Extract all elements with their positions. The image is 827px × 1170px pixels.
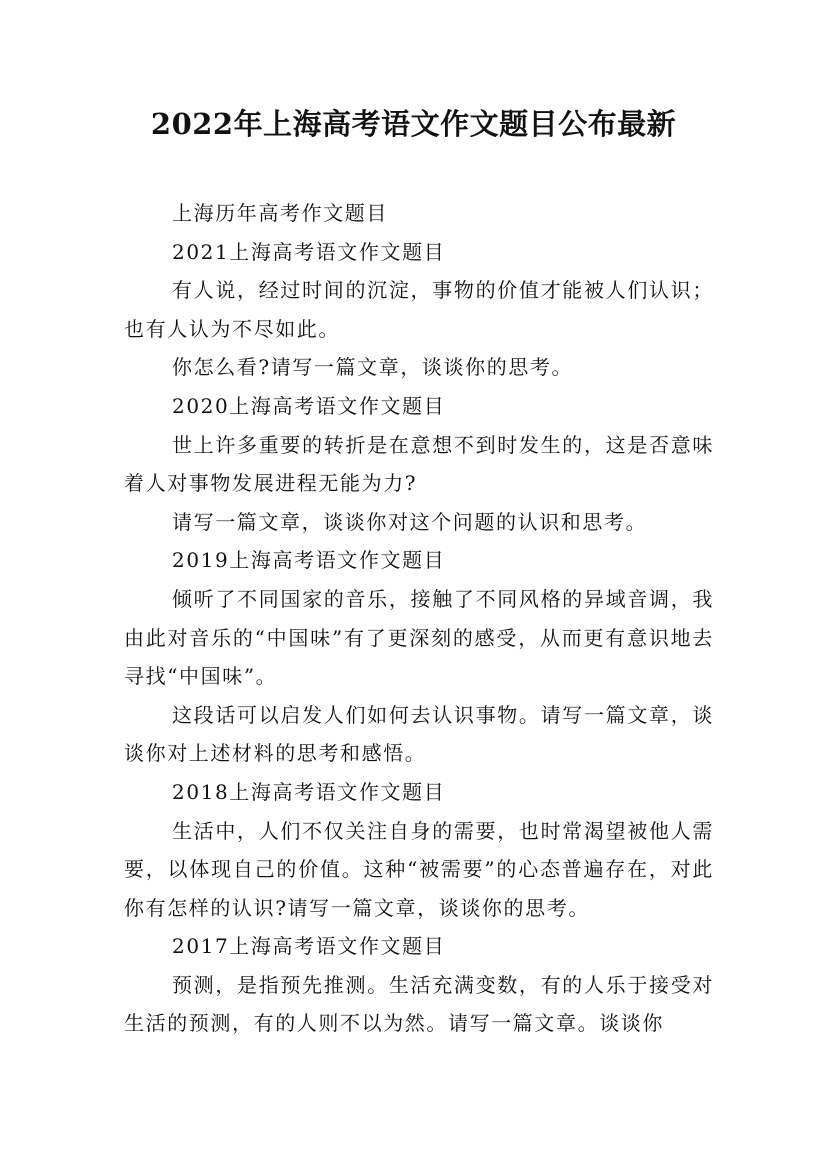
paragraph: 请写一篇文章，谈谈你对这个问题的认识和思考。 xyxy=(172,509,648,534)
paragraph: 生活中，人们不仅关注自身的需要，也时常渴望被他人需要，以体现自己的价值。这种“被需要”的心态普遍存在，对此你有怎样的认识?请写一篇文章，谈谈你的思考。 xyxy=(124,818,714,920)
year-heading-2017: 2017上海高考语文作文题目 xyxy=(172,934,446,959)
year-heading-2019: 2019上海高考语文作文题目 xyxy=(172,548,446,573)
paragraph: 预测，是指预先推测。生活充满变数，有的人乐于接受对生活的预测，有的人则不以为然。请写一篇文章。谈谈你 xyxy=(124,972,714,1036)
year-heading-2020: 2020上海高考语文作文题目 xyxy=(172,393,446,418)
paragraph: 倾听了不同国家的音乐，接触了不同风格的异域音调，我由此对音乐的“中国味”有了更深刻的感受，从而更有意识地去寻找“中国味”。 xyxy=(124,586,714,689)
paragraph: 你怎么看?请写一篇文章，谈谈你的思考。 xyxy=(172,355,574,380)
year-heading-2021: 2021上海高考语文作文题目 xyxy=(172,239,446,264)
section-heading: 上海历年高考作文题目 xyxy=(172,201,388,225)
year-heading-2018: 2018上海高考语文作文题目 xyxy=(172,779,446,804)
page-title: 2022年上海高考语文作文题目公布最新 xyxy=(150,107,677,141)
paragraph: 世上许多重要的转折是在意想不到时发生的，这是否意味着人对事物发展进程无能为力? xyxy=(124,432,714,496)
paragraph: 这段话可以启发人们如何去认识事物。请写一篇文章，谈谈你对上述材料的思考和感悟。 xyxy=(124,702,714,766)
paragraph: 有人说，经过时间的沉淀，事物的价值才能被人们认识；也有人认为不尽如此。 xyxy=(124,278,714,341)
document-body xyxy=(124,194,714,1043)
